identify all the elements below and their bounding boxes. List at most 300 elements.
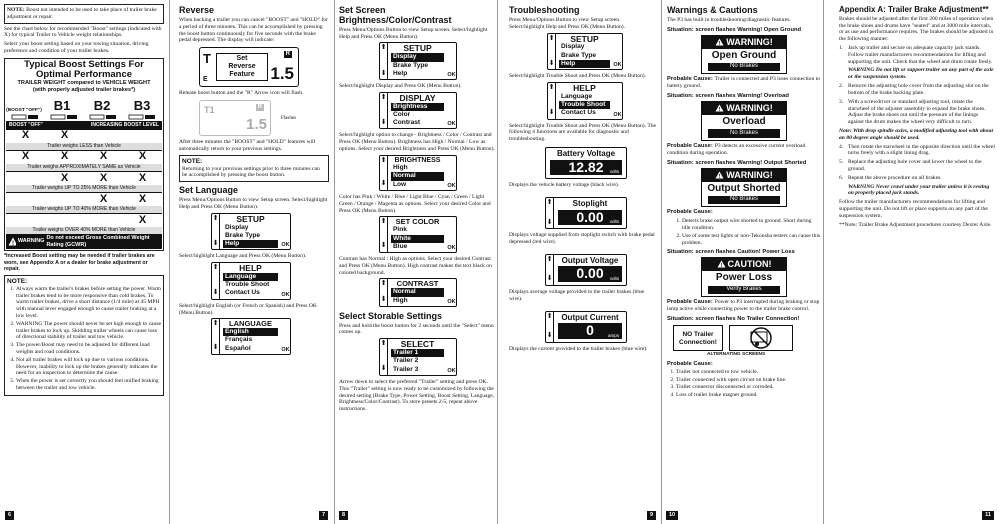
store-text-2: Arrow down to select the preferred "Trailer" setting and press OK. This "Trailer" setting is now ready to be customized by following the desired setting (Brake Type, Power Setting, Boost Setting, Language, Brightness/Color/Contrast). To store presets 2-5, repeat above instructions.: [339, 378, 495, 413]
ok-button[interactable]: OK: [447, 71, 456, 78]
page-number: 7: [319, 511, 328, 520]
down-arrow-icon[interactable]: ⬇: [380, 118, 387, 126]
appendix-intro: Brakes should be adjusted after the first 200 miles of operation when the brake shoes and drums have "seated" and at 3000 mile intervals, or as use and performance requires. The brakes should be adjusted in the following manner:: [839, 15, 994, 43]
menu-item[interactable]: Brake Type: [393, 61, 429, 69]
svg-text:!: !: [12, 241, 14, 247]
setup-menu: [211, 213, 291, 251]
situation-label: Situation: screen flashes Warning! Open Ground: [667, 26, 802, 33]
meter-value: 12.82: [568, 158, 604, 175]
cause-label: Probable Cause:: [667, 209, 713, 216]
up-arrow-icon[interactable]: ⬆: [548, 34, 555, 42]
help-menu: [211, 262, 291, 300]
boost-mark: X: [60, 171, 69, 184]
boost-mark: X: [99, 171, 108, 184]
menu-item[interactable]: Color: [393, 111, 411, 118]
up-arrow-icon[interactable]: ⬆: [380, 93, 387, 101]
meter-value: 0.00: [576, 265, 604, 282]
situation-label: Situation: screen flashes Warning! Output Shorted: [667, 159, 807, 166]
warning-head: [702, 258, 786, 271]
menu-item-selected[interactable]: Normal: [391, 288, 444, 296]
menu-item[interactable]: Low: [393, 180, 407, 188]
warning-head-text: WARNING!: [726, 103, 773, 114]
setup-menu: [379, 42, 457, 80]
warning-head: [702, 169, 786, 182]
display-menu: [379, 92, 457, 130]
boost-mark: X: [138, 150, 147, 163]
cause-item: 2. Trailer connected with open circuit on brake line.: [676, 377, 821, 384]
down-arrow-icon[interactable]: ⬇: [212, 344, 219, 352]
down-arrow-icon[interactable]: ⬇: [380, 69, 387, 77]
truck-trailer-icon: [128, 114, 158, 120]
menu-item[interactable]: Trouble Shoot: [225, 281, 270, 289]
boost-marks: [6, 172, 162, 185]
boost-mark: X: [60, 150, 69, 163]
meter-title: Output Voltage: [561, 255, 619, 265]
menu-item-selected[interactable]: White: [391, 235, 444, 243]
menu-item[interactable]: Contact Us: [561, 109, 596, 117]
meter-unit: amps: [607, 332, 619, 338]
up-arrow-icon[interactable]: ⬆: [212, 320, 219, 328]
menu-item[interactable]: Trailer 2: [393, 357, 419, 365]
item-number: 2.: [839, 83, 844, 90]
ok-button[interactable]: OK: [281, 346, 290, 353]
down-arrow-icon[interactable]: ⬇: [380, 365, 387, 373]
stoplight-meter: [545, 197, 627, 229]
menu-item[interactable]: Brake Type: [225, 231, 261, 239]
warn-text: Do not exceed Gross Combined Weight Rating (GCWR): [46, 235, 150, 248]
return-note: [179, 155, 329, 183]
level-b2: B2: [93, 97, 111, 113]
p8-text-3: Select/highlight option to change - Brightness / Color / Contrast and Press OK (Menu Button). Brightness has High / Normal / Low as options. Select your desired Brightness and Press OK (Menu Button).: [339, 132, 495, 153]
menu-title: SETUP: [403, 43, 432, 54]
faded-t-icon: T1: [204, 104, 215, 115]
boost-off-label: (BOOST "OFF"): [6, 107, 42, 113]
cause-label: Probable Cause:: [667, 298, 713, 305]
ok-button[interactable]: OK: [447, 182, 456, 189]
boost-mark: X: [99, 192, 108, 205]
ok-button[interactable]: OK: [447, 121, 456, 128]
p9-text-3: Select/highlight Trouble Shoot and Press OK (Menu Button). The following 4 functions are available for diagnostic and troubleshooting.: [509, 122, 657, 143]
reverse-text: When backing a trailer you can cancel "BOOST" and "HOLD" for a period of three minutes. This can be accomplished by pressing the boost button continuously for five seconds with the brake pedal depressed. The display will indicate:: [179, 16, 328, 44]
item-number: 3.: [839, 98, 844, 105]
item-text: Remove the adjusting hole cover from the adjusting slot on the bottom of the brake backing plate.: [848, 83, 989, 96]
svg-text:!: !: [718, 173, 721, 179]
meter-title: Output Current: [561, 312, 619, 322]
appendix-item: [839, 159, 995, 173]
appendix-item: [839, 199, 995, 219]
meter-value: 0.00: [576, 208, 604, 225]
level-bar-left: BOOST "OFF": [9, 121, 43, 128]
cause-text: Power to P3 interrupted during braking or stop lamp active while connecting power to the trailer brake control.: [667, 298, 820, 312]
menu-item[interactable]: Contact Us: [225, 289, 260, 297]
warning-head-text: WARNING!: [726, 36, 773, 47]
boost-mark: X: [21, 150, 30, 163]
ok-button[interactable]: OK: [447, 244, 456, 251]
no-trailer-line-2: Connection!: [679, 338, 717, 346]
page-8: [334, 0, 498, 524]
meter-desc-2: Displays voltage supplied from stoplight switch with brake pedal depressed (red wire).: [509, 232, 655, 245]
situation-label: Situation: screen flashes Caution! Power Loss: [667, 249, 795, 256]
up-arrow-icon[interactable]: ⬆: [380, 280, 387, 288]
language-heading: Set Language: [179, 185, 239, 196]
output-voltage-meter: [545, 254, 627, 286]
warning-screen: [701, 101, 787, 140]
item-text: With a screwdriver or standard adjusting tool, rotate the starwheel of the adjuster assembly to expand the brake shoes. Adjust the brake shoes out until the pressure of the linings against the drum makes the wheel very difficult to turn.: [848, 98, 986, 126]
menu-item[interactable]: Español: [225, 344, 251, 352]
menu-title: SELECT: [400, 339, 435, 350]
menu-item[interactable]: High: [393, 296, 408, 304]
reverse-line-3: Feature: [229, 70, 255, 78]
select-menu: [379, 338, 457, 376]
language-text: Press Menu/Options Button to view Setup screen. Select/highlight Help and Press OK (Menu Button).: [179, 197, 328, 210]
down-arrow-icon[interactable]: ⬇: [380, 180, 387, 188]
p10-text-1: The P3 has built in troubleshooting/diagnostic features.: [667, 16, 791, 23]
power-note: [4, 275, 164, 396]
no-connection-cause-label: Probable Cause:: [667, 360, 713, 367]
up-arrow-icon[interactable]: ⬆: [380, 156, 387, 164]
down-arrow-icon[interactable]: ⬇: [546, 332, 553, 340]
flash-display: [199, 100, 309, 136]
menu-item[interactable]: Français: [225, 336, 253, 344]
ok-button[interactable]: OK: [447, 367, 456, 374]
chart-title-2: Optimal Performance: [35, 68, 133, 80]
page-number: 10: [666, 511, 678, 520]
probable-cause: [667, 299, 821, 313]
setup-menu: [547, 33, 623, 71]
reverse-display: [199, 47, 299, 87]
item-text: WARNING Never crawl under your trailer unless it is resting on properly placed jack stands.: [848, 183, 990, 197]
cause-label: Probable Cause:: [667, 142, 713, 149]
appendix-item: [839, 45, 995, 65]
menu-title: HELP: [573, 82, 596, 93]
battery-voltage-meter: [545, 147, 627, 179]
appendix-heading: Appendix A: Trailer Brake Adjustment**: [839, 5, 989, 14]
brightness-heading: Set Screen Brightness/Color/Contrast: [339, 5, 452, 25]
troubleshooting-heading: Troubleshooting: [509, 5, 580, 15]
boost-row: [6, 171, 162, 192]
no-connection-situation: Situation: screen flashes No Trailer Connection!: [667, 315, 800, 322]
warning-footer: No Brakes: [708, 196, 780, 204]
ok-button[interactable]: OK: [613, 111, 622, 118]
menu-item[interactable]: Blue: [393, 242, 408, 250]
item-text: Repeat the above procedure on all brakes.: [848, 174, 942, 181]
menu-item[interactable]: Display: [225, 223, 249, 231]
menu-title: LANGUAGE: [229, 319, 272, 329]
boost-mark: X: [138, 171, 147, 184]
note-item: 5. When the power is set correctly you should feel unified braking between the trailer and tow vehicle.: [16, 378, 161, 392]
warning-triangle-icon: [717, 260, 726, 268]
e-icon: E: [203, 75, 208, 83]
warning-head: [702, 36, 786, 49]
menu-title: BRIGHTNESS: [394, 156, 441, 164]
down-arrow-icon[interactable]: ⬇: [212, 289, 219, 297]
appendix-items: [839, 45, 995, 229]
down-arrow-icon[interactable]: ⬇: [548, 109, 555, 117]
item-text: Jack up trailer and secure on adequate capacity jack stands. Follow trailer manufacturers recommendations for lifting and supporting the unit. Check that the wheel and drum rotate freely.: [848, 45, 993, 65]
menu-item-selected[interactable]: Trouble Shoot: [559, 101, 610, 109]
meter-title: Battery Voltage: [556, 149, 616, 159]
p8-text-4: Color has Pink / White / Blue / Light Blue / Cyan / Green / Light Green / Orange / Magenta as options. Select your desired Color and Press OK (Menu Button).: [339, 193, 491, 214]
meter-unit: volts: [609, 169, 619, 175]
warning-triangle-icon: [715, 171, 724, 179]
reverse-line-1: Set: [236, 55, 248, 63]
item-text: **Note: Trailer Brake Adjustment procedures courtesy Dexter Axle.: [839, 221, 992, 228]
meter-desc-3: Displays average voltage provided to the trailer brakes (blue wire).: [509, 288, 645, 302]
brightness-menu: [379, 155, 457, 191]
boost-marks: [6, 130, 162, 143]
menu-title: SETUP: [570, 33, 599, 44]
page-number: 11: [982, 511, 994, 520]
situations: [667, 27, 821, 313]
situation-label: Situation: screen flashes Warning! Overload: [667, 93, 789, 100]
level-bar-right: INCREASING BOOST LEVEL: [90, 121, 159, 128]
boost-marks: [6, 214, 162, 227]
down-arrow-icon[interactable]: ⬇: [546, 275, 553, 283]
no-trailer-box: [673, 325, 723, 351]
reverse-line-2: Reverse: [228, 62, 256, 70]
cause-item: 1. Trailer not connected to tow vehicle.: [676, 369, 821, 376]
menu-item-selected[interactable]: English: [223, 328, 278, 336]
meter-title: Stoplight: [572, 198, 608, 208]
ok-button[interactable]: OK: [613, 62, 622, 69]
page-number: 9: [647, 511, 656, 520]
item-text: Replace the adjusting hole cover and lower the wheel to the ground.: [848, 159, 982, 173]
down-arrow-icon[interactable]: ⬇: [380, 296, 387, 304]
menu-item[interactable]: High: [393, 164, 408, 172]
cause-item: 3. Trailer connector disconnected or corroded.: [676, 384, 821, 391]
chart-sub-2: (with properly adjusted trailer brakes*): [32, 86, 136, 93]
after-text: After three minutes the "BOOST" and "HOLD" features will automatically return to your previous settings.: [179, 138, 316, 152]
svg-text:!: !: [718, 40, 721, 46]
up-arrow-icon[interactable]: ⬆: [212, 214, 219, 222]
cause-text: Trailer is connected and P3 loses connection to battery ground.: [667, 76, 821, 90]
warning-screen: [701, 168, 787, 207]
item-text: Note: With drop spindle axles, a modified adjusting tool with about an 80 degree angle should be used.: [839, 127, 994, 141]
down-arrow-icon[interactable]: ⬇: [546, 218, 553, 226]
menu-title: SET COLOR: [395, 217, 440, 227]
meter-unit: volts: [609, 219, 619, 225]
meter-unit: volts: [609, 275, 619, 281]
boost-row: [6, 192, 162, 213]
warning-footer: No Brakes: [708, 63, 780, 71]
menu-title: DISPLAY: [399, 92, 436, 103]
down-arrow-icon[interactable]: ⬇: [380, 242, 387, 250]
warn-badge: WARNING: [17, 238, 45, 245]
chart-sub-1: TRAILER WEIGHT compared to VEHICLE WEIGHT: [17, 79, 151, 86]
appendix-item: [839, 99, 995, 126]
boost-mark: X: [138, 192, 147, 205]
intro-text-1: See the chart below for recommended "Boost" settings (indicated with X) for typical Trailer to Vehicle weight relationships.: [4, 25, 162, 39]
appendix-item: [839, 128, 995, 142]
menu-item[interactable]: Language: [561, 92, 593, 100]
gcwr-warning: [6, 234, 162, 249]
menu-item[interactable]: Contrast: [393, 119, 421, 127]
r-arrow-icon: R: [285, 51, 290, 58]
menu-item-selected[interactable]: Help: [559, 60, 610, 68]
color-menu: [379, 216, 457, 253]
boost-rows: [6, 129, 162, 234]
faded-r-icon: R: [257, 103, 262, 110]
truck-trailer-icon: [11, 114, 41, 120]
boost-mark: X: [21, 129, 30, 142]
ok-button[interactable]: OK: [281, 242, 290, 249]
item-indent: [839, 67, 848, 81]
no-connection-cause-list: [667, 369, 821, 399]
svg-text:!: !: [718, 107, 721, 113]
boost-row: [6, 129, 162, 150]
cause-text: P3 detects an excessive current overload condition during operation.: [667, 142, 806, 156]
cause-item: 1. Detects brake output wire shorted to ground. Short during idle condition.: [682, 218, 821, 232]
cause-item: 2. Use of some test lights or non-Tekonsha testers can cause this problem.: [682, 233, 821, 247]
meter-desc-4: Displays the current provided to the trailer brakes (blue wire).: [509, 345, 648, 352]
probable-cause: [667, 209, 821, 216]
probable-cause: [667, 143, 821, 157]
note-item: 1. Always warm the trailer's brakes before setting the power. Warm trailer brakes tend to be more responsive than cold brakes. To warm trailer brakes, drive a short distance (1/4 mile) at 45 MPH with manual lever engaged enough to cause trailer braking at a low level.: [16, 286, 161, 320]
warning-head-text: CAUTION!: [727, 259, 772, 270]
boost-mark: X: [60, 129, 69, 142]
appendix-warning: [839, 67, 995, 81]
truck-icons: [6, 114, 162, 120]
short-cause-list: [673, 218, 821, 246]
no-trailer-icon-box: [729, 325, 793, 351]
p8-text-1: Press Menu/Options Button to view Setup screen. Select/highlight Help and Press OK (Menu Button).: [339, 26, 488, 40]
menu-item-selected[interactable]: Trailer 1: [391, 349, 444, 357]
note2-label: NOTE:: [7, 277, 28, 285]
note-text: Boost not intended to be used to take place of trailer brake adjustment or repair.: [7, 7, 157, 20]
p9-text-2: Select/highlight Trouble Shoot and Press OK (Menu Button).: [509, 73, 647, 80]
page-11: [825, 0, 1000, 524]
up-arrow-icon[interactable]: ⬆: [380, 340, 387, 348]
up-arrow-icon[interactable]: ⬆: [546, 255, 553, 263]
ok-button[interactable]: OK: [281, 291, 290, 298]
menu-item-selected[interactable]: Language: [223, 273, 278, 281]
truck-trailer-icon: [50, 114, 80, 120]
warning-message: Open Ground: [711, 49, 777, 61]
warning-triangle-icon: [715, 104, 724, 112]
warning-message: Output Shorted: [707, 182, 781, 194]
boost-row-label: Trailer weighs APPROXIMATELY SAME as Vehicle: [6, 164, 162, 171]
menu-item-selected[interactable]: Display: [391, 53, 444, 61]
menu-item[interactable]: Display: [561, 43, 585, 51]
language-menu: [211, 318, 291, 355]
page-6: [0, 0, 170, 524]
item-text: Follow the trailer manufacturers recommendations for lifting and supporting the unit. Do not lift or place supports on any part of the suspension system.: [839, 199, 988, 219]
level-bar: [6, 121, 162, 128]
menu-item[interactable]: Trailer 3: [393, 365, 419, 373]
alternating-label: ALTERNATING SCREENS: [707, 351, 766, 357]
page-9: [499, 0, 660, 524]
footnote: *Increased Boost setting may be needed if trailer brakes are worn, see Appendix A or a dealer for brake adjustment or repair.: [4, 253, 155, 273]
up-arrow-icon[interactable]: ⬆: [380, 44, 387, 52]
contrast-menu: [379, 278, 457, 306]
note-item: 4. Not all trailer brakes will lock up due to various conditions. However, inability to lock up the brakes generally indicates the need for an inspection to determine the cause.: [16, 357, 161, 377]
item-number: 5.: [839, 159, 844, 166]
warnings-heading: Warnings & Cautions: [667, 5, 758, 15]
page-10: [661, 0, 824, 524]
note-item: 3. The power/Boost may need to be adjusted for different load weights and road conditions.: [16, 342, 161, 356]
warning-triangle-icon: [715, 38, 724, 46]
boost-row: [6, 150, 162, 171]
up-arrow-icon[interactable]: ⬆: [380, 218, 387, 226]
menu-title: CONTRAST: [396, 279, 439, 289]
boost-row-label: Trailer weighs LESS than Vehicle: [6, 143, 162, 150]
menu-item-selected[interactable]: Brightness: [391, 103, 444, 111]
warning-screen: [701, 35, 787, 74]
menu-item-selected[interactable]: Help: [223, 240, 278, 248]
appendix-item: [839, 144, 995, 158]
p9-text-1: Press Menu/Options Button to view Setup screen. Select/highlight Help and Press OK (Menu Button).: [509, 16, 626, 30]
intro-text-2: Select your boost setting based on your towing situation, driving preference and condition of your trailer brakes.: [4, 41, 149, 55]
faded-value: 1.5: [246, 115, 267, 133]
down-arrow-icon[interactable]: ⬇: [548, 59, 555, 67]
down-arrow-icon[interactable]: ⬇: [212, 239, 219, 247]
warning-screen: [701, 257, 787, 296]
warning-footer: No Brakes: [708, 129, 780, 137]
return-note-text: Returning to your previous settings prior to three minutes can be accomplished by pressing the boost button.: [182, 165, 320, 179]
appendix-item: [839, 222, 995, 229]
item-text: WARNING Do not lift or support trailer on any part of the axle or the suspension system.: [848, 67, 994, 81]
meter-value: 0: [586, 322, 594, 339]
reverse-heading: Reverse: [179, 5, 215, 15]
up-arrow-icon[interactable]: ⬆: [212, 264, 219, 272]
chart-title-1: Typical Boost Settings For: [24, 58, 144, 70]
ok-button[interactable]: OK: [447, 298, 456, 305]
svg-text:!: !: [720, 263, 722, 269]
note2-list: [7, 286, 161, 392]
menu-title: SETUP: [236, 213, 265, 224]
warning-message: Power Loss: [715, 272, 773, 284]
warning-footer: Verify Brakes: [708, 286, 780, 294]
boost-mark: X: [138, 213, 147, 226]
probable-cause: [667, 76, 821, 90]
release-text: Release boost button and the "R" Arrow icon will flash.: [179, 90, 304, 97]
boost-mark: X: [99, 150, 108, 163]
up-arrow-icon[interactable]: ⬆: [548, 83, 555, 91]
no-trailer-line-1: NO Trailer: [682, 330, 714, 338]
boost-row-label: Trailer weighs UP TO 25% MORE than Vehicle: [6, 185, 162, 192]
menu-item-selected[interactable]: Normal: [391, 172, 444, 180]
menu-item[interactable]: Pink: [393, 226, 407, 234]
warning-triangle-icon: [8, 237, 16, 246]
note-label: NOTE:: [7, 7, 25, 13]
up-arrow-icon[interactable]: ⬆: [546, 198, 553, 206]
truck-trailer-icon: [89, 114, 119, 120]
return-note-label: NOTE:: [182, 157, 203, 165]
reverse-value: 1.5: [270, 64, 294, 84]
cause-label: Probable Cause:: [667, 76, 713, 83]
warning-head-text: WARNING!: [726, 169, 773, 180]
help-text: Select/highlight Language and Press OK (Menu Button).: [179, 253, 307, 260]
appendix-item: [839, 83, 995, 97]
store-text-1: Press and hold the boost button for 2 seconds until the "Select" menu comes up.: [339, 322, 494, 336]
level-b1: B1: [53, 97, 71, 113]
no-trailer-icon: [747, 327, 775, 349]
warning-head: [702, 102, 786, 115]
note-item: 2. WARNING The power should never be set high enough to cause trailer brakes to lock up. Skidding trailer wheels can cause loss of directional stability of trailer and tow vehicle.: [16, 321, 161, 341]
output-current-meter: [545, 311, 627, 343]
menu-item[interactable]: Brake Type: [561, 51, 597, 59]
item-number: 6.: [839, 174, 844, 181]
help-menu: [547, 82, 623, 120]
appendix-item: [839, 175, 995, 182]
menu-item[interactable]: Help: [393, 69, 408, 77]
boost-row-label: Trailer weighs UP TO 40% MORE than Vehicle: [6, 206, 162, 213]
appendix-warning: [839, 184, 995, 198]
boost-marks: [6, 193, 162, 206]
item-indent: [839, 184, 848, 198]
storable-heading: Select Storable Settings: [339, 310, 443, 321]
up-arrow-icon[interactable]: ⬆: [546, 312, 553, 320]
